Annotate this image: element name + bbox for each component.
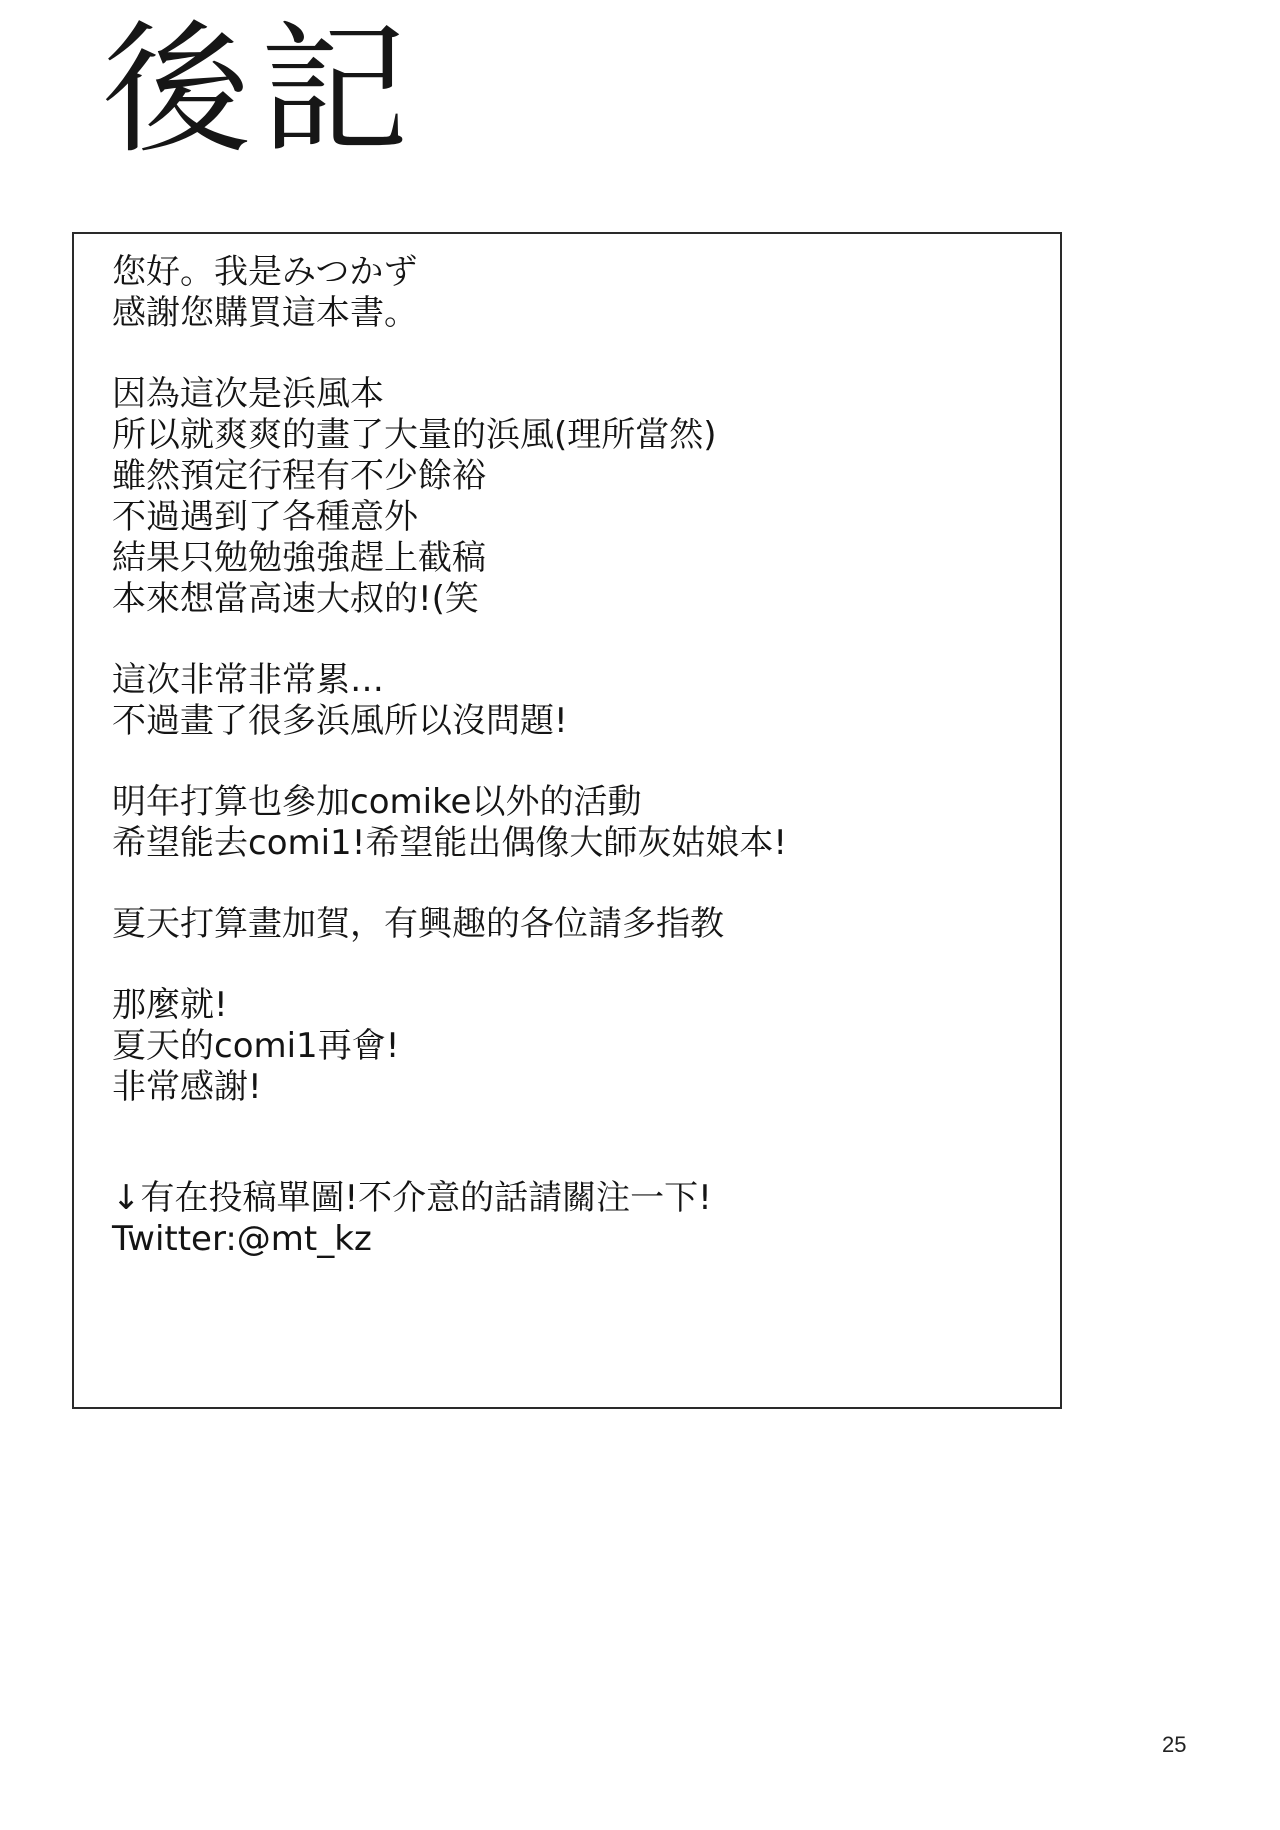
paragraph-summer [112,904,1030,945]
text-line: 您好。我是みつかず [112,252,418,292]
text-line: 不過遇到了各種意外 [112,497,418,537]
paragraph-social [112,1178,1030,1260]
text-line: 明年打算也參加comike以外的活動 [112,782,642,822]
paragraph-tired [112,660,1030,742]
twitter-handle: Twitter:@mt_kz [112,1219,372,1259]
paragraph-about-book [112,374,1030,620]
text-line: 那麼就! [112,985,228,1025]
text-line: 因為這次是浜風本 [112,374,384,414]
text-line: 夏天打算畫加賀，有興趣的各位請多指教 [112,904,724,944]
text-line: 本來想當高速大叔的!(笑 [112,579,479,619]
page-number: 25 [1162,1732,1187,1757]
text-line: 這次非常非常累… [112,660,384,700]
text-line: 非常感謝! [112,1067,262,1107]
text-line: 雖然預定行程有不少餘裕 [112,456,486,496]
afterword-box [72,232,1062,1409]
paragraph-next-year [112,782,1030,864]
paragraph-closing [112,985,1030,1108]
text-line: ↓有在投稿單圖!不介意的話請關注一下! [112,1178,712,1218]
paragraph-greeting [112,252,1030,334]
page-title: 後記 [102,8,417,173]
text-line: 不過畫了很多浜風所以沒問題! [112,701,568,741]
text-line: 所以就爽爽的畫了大量的浜風(理所當然) [112,415,717,455]
text-line: 夏天的comi1再會! [112,1026,400,1066]
text-line: 感謝您購買這本書。 [112,293,418,333]
text-line: 結果只勉勉強強趕上截稿 [112,538,486,578]
text-line: 希望能去comi1!希望能出偶像大師灰姑娘本! [112,823,787,863]
afterword-body [112,252,1030,1387]
